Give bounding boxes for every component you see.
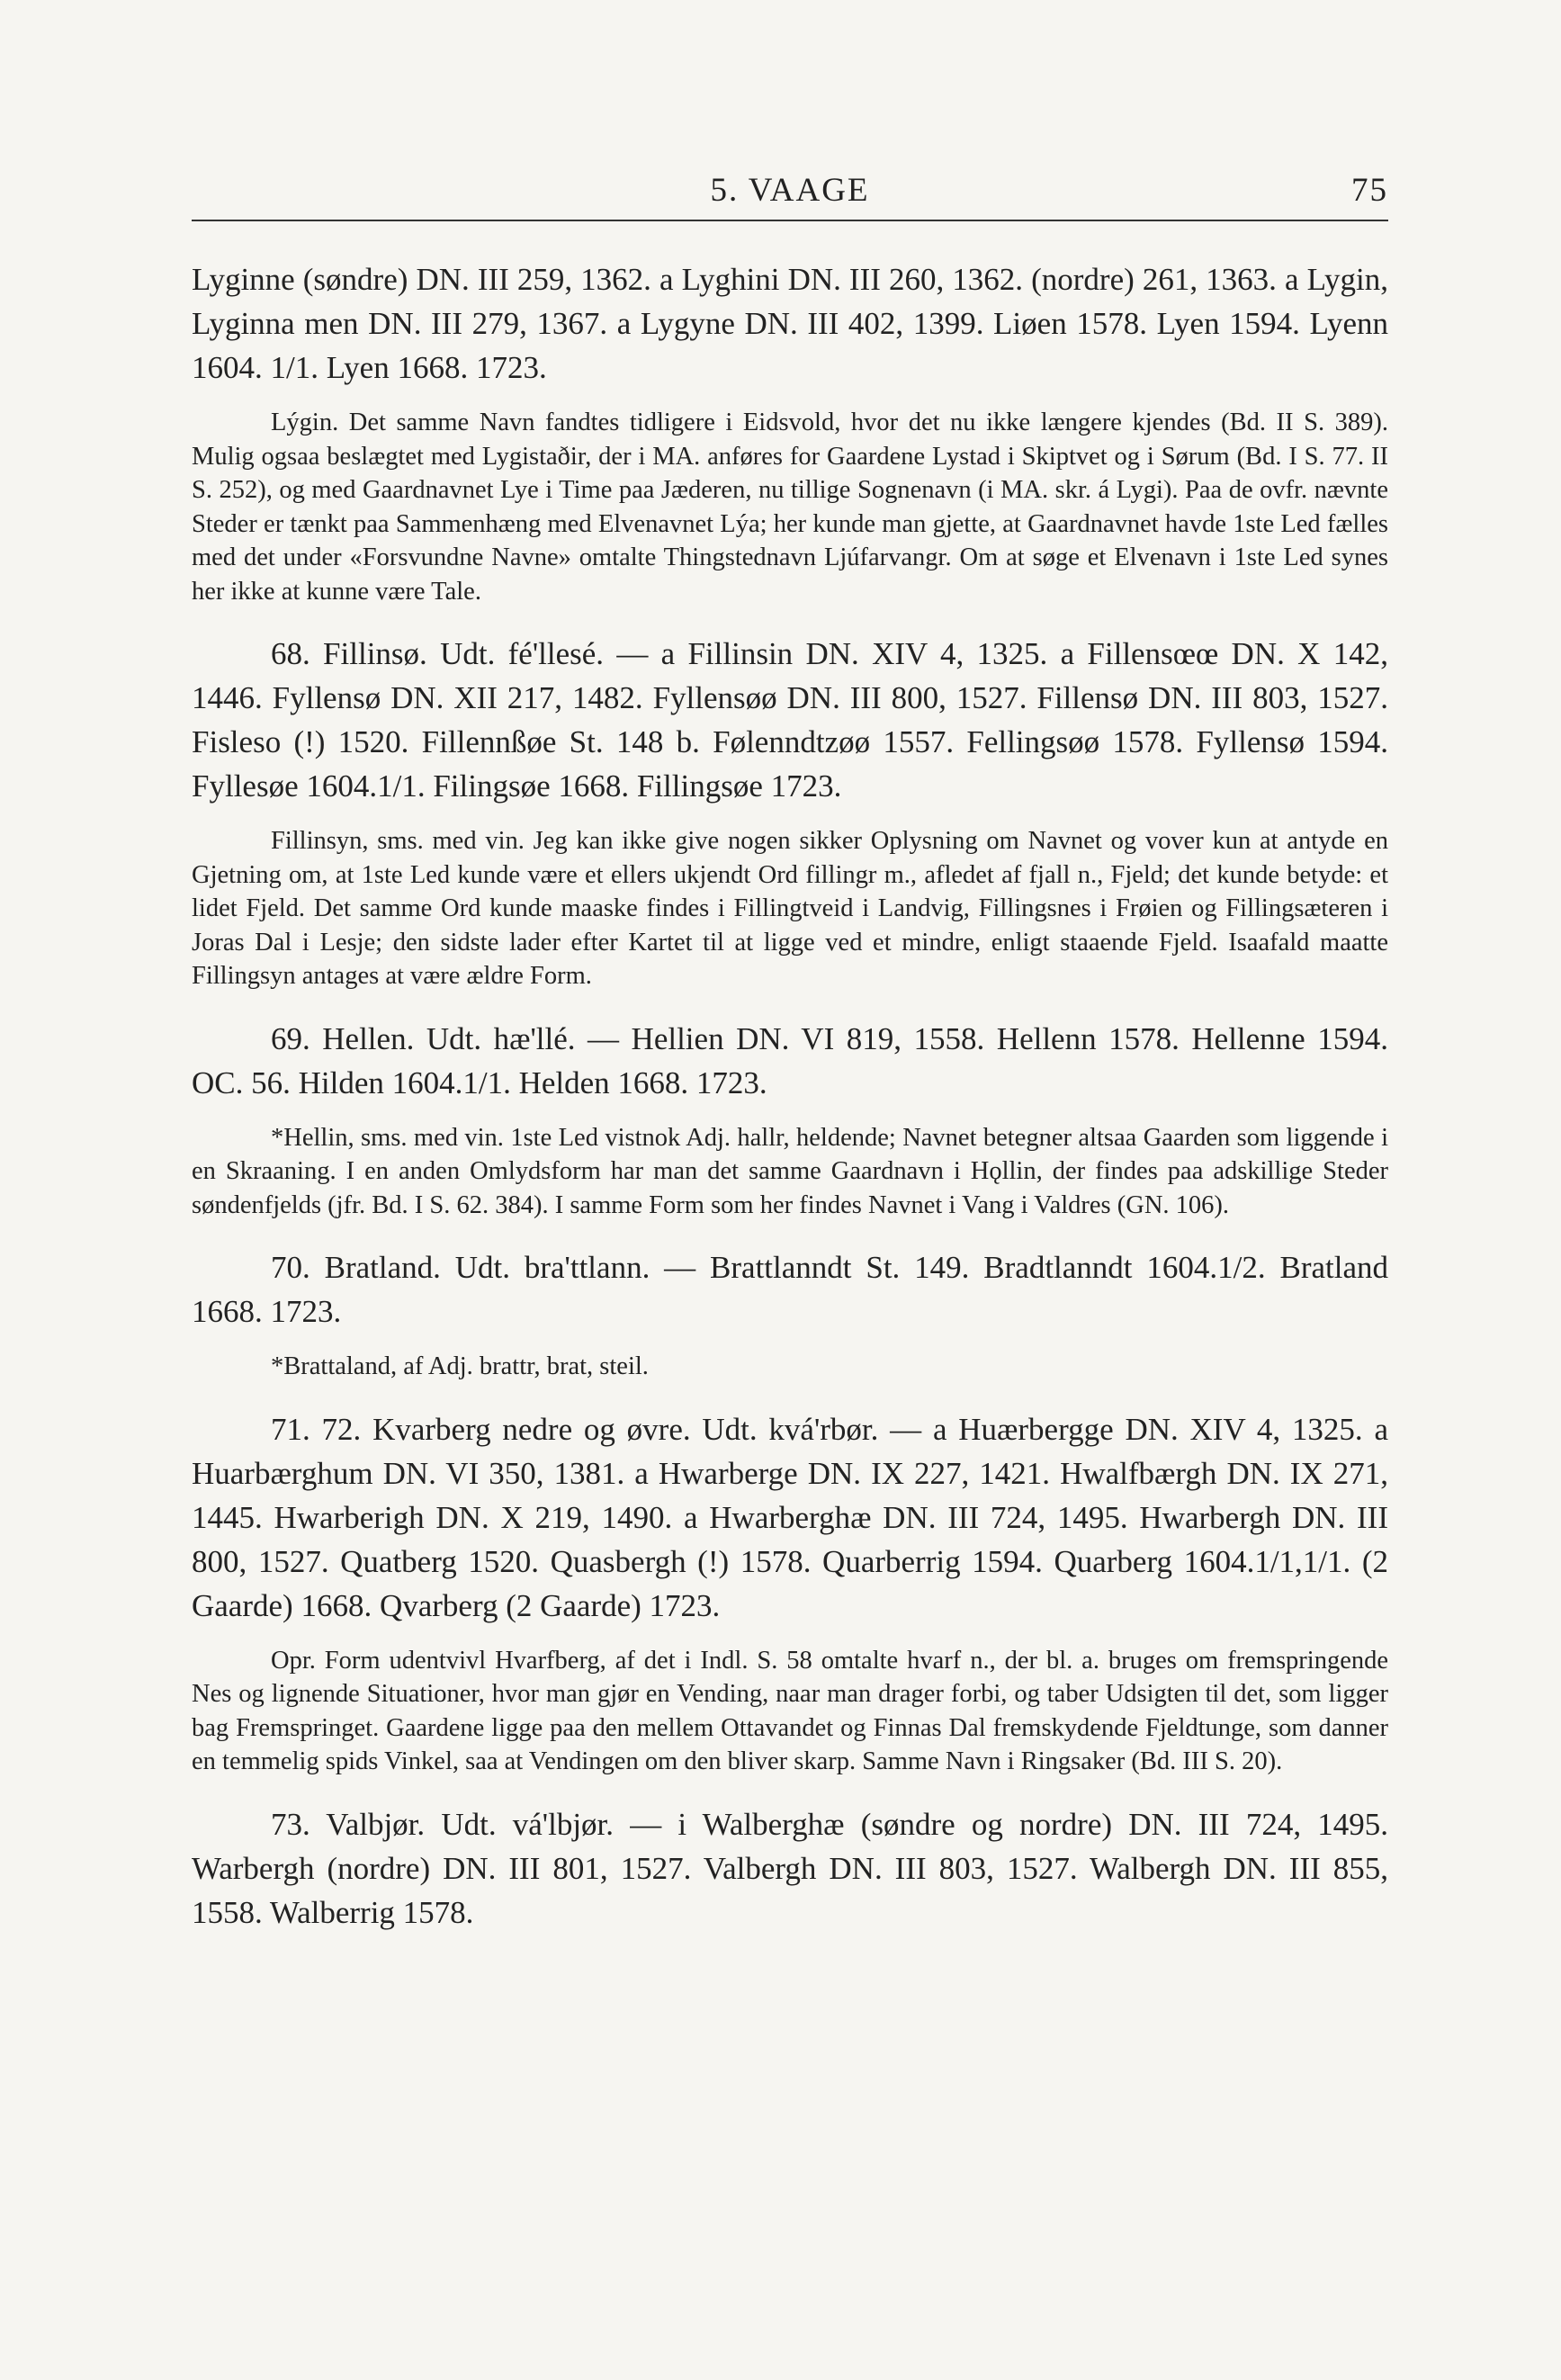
- running-title: 5. VAAGE: [710, 172, 870, 209]
- entry-73-valbjor: 73. Valbjør. Udt. vá'lbjør. — i Walberghæ (søndre og nordre) DN. III 724, 1495. Warbergh (nordre) DN. III 801, 1527. Valbergh DN. III 803, 1527. Walbergh DN. III 855, 1558. Walberrig 1578.: [192, 1806, 1388, 1930]
- entry-71-72-kvarberg: 71. 72. Kvarberg nedre og øvre. Udt. kvá'rbør. — a Huærbergge DN. XIV 4, 1325. a Huarbærghum DN. VI 350, 1381. a Hwarberge DN. IX 227, 1421. Hwalfbærgh DN. IX 271, 1445. Hwarberigh DN. X 219, 1490. a Hwarberghæ DN. III 724, 1495. Hwarbergh DN. III 800, 1527. Quatberg 1520. Quasbergh (!) 1578. Quarberrig 1594. Quarberg 1604.1/1,1/1. (2 Gaarde) 1668. Qvarberg (2 Gaarde) 1723.: [192, 1411, 1388, 1623]
- entry-70-bratland: 70. Bratland. Udt. bra'ttlann. — Brattlanndt St. 149. Bradtlanndt 1604.1/2. Bratland 1668. 1723.: [192, 1250, 1388, 1329]
- paragraph-hvarfberg-commentary: Opr. Form udentvivl Hvarfberg, af det i Indl. S. 58 omtalte hvarf n., der bl. a. bruges om fremspringende Nes og lignende Situationer, hvor man gjør en Vending, naar man drager forbi, og taber Udsigten til det, som ligger bag Fremspringet. Gaardene ligge paa den mellem Ottavandet og Finnas Dal fremskydende Fjeldtunge, som danner en temmelig spids Vinkel, saa at Vendingen om den bliver skarp. Samme Navn i Ringsaker (Bd. III S. 20).: [192, 1646, 1388, 1775]
- paragraph-fillinsyn-commentary: Fillinsyn, sms. med vin. Jeg kan ikke give nogen sikker Oplysning om Navnet og vover kun at antyde en Gjetning om, at 1ste Led kunde være et ellers ukjendt Ord fillingr m., afledet af fjall n., Fjeld; det kunde betyde: et lidet Fjeld. Det samme Ord kunde maaske findes i Fillingtveid i Landvig, Fillingsnes i Frøien og Fillingsæteren i Joras Dal i Lesje; den sidste lader efter Kartet til at ligge ved et mindre, enligt staaende Fjeld. Isaafald maatte Fillingsyn antages at være ældre Form.: [192, 827, 1388, 990]
- entry-68-fillinso: 68. Fillinsø. Udt. fé'llesé. — a Fillinsin DN. XIV 4, 1325. a Fillensœœ DN. X 142, 1446. Fyllensø DN. XII 217, 1482. Fyllensøø DN. III 800, 1527. Fillensø DN. III 803, 1527. Fisleso (!) 1520. Fillennßøe St. 148 b. Følenndtzøø 1557. Fellingsøø 1578. Fyllensø 1594. Fyllesøe 1604.1/1. Filingsøe 1668. Fillingsøe 1723.: [192, 636, 1388, 804]
- header-rule: [192, 220, 1388, 221]
- page: [192, 171, 1388, 1935]
- paragraph-brattaland-commentary: *Brattaland, af Adj. brattr, brat, steil.: [271, 1352, 649, 1380]
- entry-69-hellen: 69. Hellen. Udt. hæ'llé. — Hellien DN. VI 819, 1558. Hellenn 1578. Hellenne 1594. OC. 56. Hilden 1604.1/1. Helden 1668. 1723.: [192, 1020, 1388, 1100]
- page-number: 75: [1351, 172, 1388, 209]
- paragraph-hellin-commentary: *Hellin, sms. med vin. 1ste Led vistnok Adj. hallr, heldende; Navnet betegner altsaa Gaarden som liggende i en Skraaning. I en anden Omlydsform har man det samme Gaardnavn i Hǫllin, der findes paa adskillige Steder søndenfjelds (jfr. Bd. I S. 62. 384). I samme Form som her findes Navnet i Vang i Valdres (GN. 106).: [192, 1123, 1388, 1219]
- paragraph-lyginne-forms: Lyginne (søndre) DN. III 259, 1362. a Lyghini DN. III 260, 1362. (nordre) 261, 1363. a Lygin, Lyginna men DN. III 279, 1367. a Lygyne DN. III 402, 1399. Liøen 1578. Lyen 1594. Lyenn 1604. 1/1. Lyen 1668. 1723.: [192, 262, 1388, 385]
- paragraph-lygin-commentary: Lýgin. Det samme Navn fandtes tidligere i Eidsvold, hvor det nu ikke længere kjendes (Bd. II S. 389). Mulig ogsaa beslægtet med Lygistaðir, der i MA. anføres for Gaardene Lystad i Skiptvet og i Sørum (Bd. I S. 77. II S. 252), og med Gaardnavnet Lye i Time paa Jæderen, nu tillige Sognenavn (i MA. skr. á Lygi). Paa de ovfr. nævnte Steder er tænkt paa Sammenhæng med Elvenavnet Lýa; her kunde man gjette, at Gaardnavnet havde 1ste Led fælles med det under «Forsvundne Navne» omtalte Thingstednavn Ljúfarvangr. Om at søge et Elvenavn i 1ste Led synes her ikke at kunne være Tale.: [192, 409, 1388, 606]
- running-head: [192, 171, 1388, 216]
